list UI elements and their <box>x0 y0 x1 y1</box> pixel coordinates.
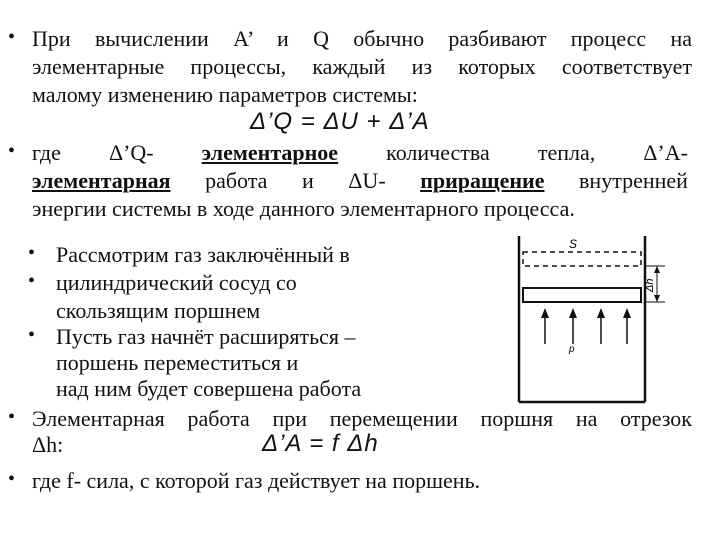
bullet-3: • <box>28 242 36 264</box>
formula-heat: Δ’Q = ΔU + Δ’A <box>250 108 430 135</box>
p1-line1: При вычислении А’ и Q обычно разбивают процесс на <box>32 26 692 51</box>
label-pressure: p <box>569 344 575 355</box>
label-area: S <box>569 237 578 251</box>
p2-word-where: где <box>32 140 61 165</box>
p2-line2 <box>32 168 688 194</box>
p4-line3: над ним будет совершена работа <box>56 376 362 401</box>
label-dh: Δh <box>644 278 656 292</box>
p2-word-amount: количества <box>386 140 490 165</box>
dh-arrow-up <box>654 266 660 273</box>
pressure-arrowhead-2 <box>569 308 577 318</box>
bullet-2: • <box>8 140 16 162</box>
p1-line2: элементарные процессы, каждый из которых соответствует <box>32 54 692 79</box>
p2-line1 <box>32 140 688 166</box>
formula-work: Δ’A = f Δh <box>262 430 379 457</box>
bullet-6: • <box>8 468 16 490</box>
p2-word-da: Δ’A- <box>643 140 688 165</box>
dh-arrow-down <box>654 295 660 302</box>
p2-word-work: работа <box>205 168 268 193</box>
pressure-arrowhead-1 <box>541 308 549 318</box>
bullet-4: • <box>28 324 36 346</box>
pressure-arrows <box>545 314 627 344</box>
bullet-3b: • <box>28 270 36 292</box>
p2-word-elementary: элементарное <box>201 140 339 165</box>
p5-line2: Δh: <box>32 432 64 457</box>
p2-word-du: ΔU- <box>348 168 386 193</box>
p2-word-and: и <box>301 168 314 193</box>
p4-line2: поршень переместиться и <box>56 350 299 375</box>
piston-displaced <box>523 252 641 266</box>
pressure-arrowhead-3 <box>597 308 605 318</box>
p2-word-elementary-work: элементарная <box>32 168 171 193</box>
p2-line3: энергии системы в ходе данного элементарного процесса. <box>32 196 575 221</box>
p1-line3: малому изменению параметров системы: <box>32 82 418 107</box>
pressure-arrowhead-4 <box>623 308 631 318</box>
p3-line3: скользящим поршнем <box>56 298 261 323</box>
cylinder-piston-diagram <box>505 228 675 406</box>
piston <box>523 288 641 302</box>
p2-word-heat: тепла, <box>537 140 596 165</box>
bullet-1: • <box>8 26 16 48</box>
p3-line2: цилиндрический сосуд со <box>56 270 297 295</box>
p2-word-dq: Δ’Q- <box>108 140 154 165</box>
p5-line1: Элементарная работа при перемещении поршня на отрезок <box>32 406 692 431</box>
bullet-5: • <box>8 406 16 428</box>
p3-line1: Рассмотрим газ заключённый в <box>56 242 350 267</box>
p4-line1: Пусть газ начнёт расширяться – <box>56 324 356 349</box>
p2-word-increment: приращение <box>420 168 545 193</box>
p6-line1: где f- сила, с которой газ действует на поршень. <box>32 468 481 493</box>
p2-word-internal: внутренней <box>579 168 688 193</box>
